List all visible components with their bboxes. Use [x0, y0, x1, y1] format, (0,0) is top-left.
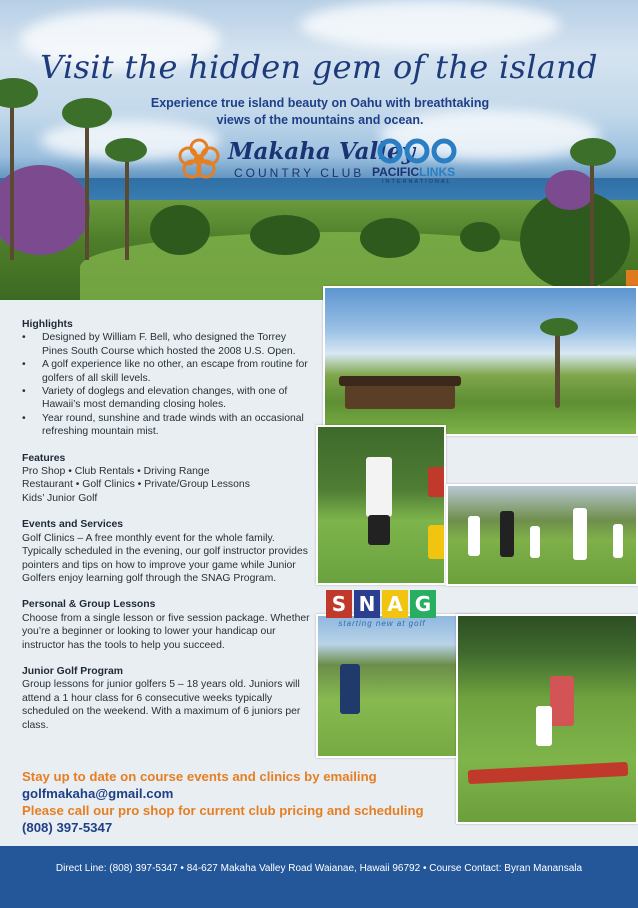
instructor-with-juniors-photo — [456, 614, 638, 824]
subheadline: Experience true island beauty on Oahu with breathtaking views of the mountains and ocean. — [150, 96, 490, 127]
events-heading: Events and Services — [22, 519, 124, 531]
snag-letter-n: N — [358, 592, 376, 616]
clubhouse-photo — [323, 286, 638, 436]
events-body: Golf Clinics – A free monthly event for the whole family. Typically scheduled in the evening, our golf instructor provides pointers and tips on how to improve your game while Junior Golfers enjoy learning golf through the SNAG Program. — [22, 532, 308, 584]
list-item: • Year round, sunshine and trade winds with an occasional refreshing mountain mist. — [22, 412, 312, 439]
pacific-links-name-b: LINKS — [419, 165, 456, 179]
body-content — [22, 318, 312, 745]
call-to-action — [22, 768, 442, 836]
linked-rings-icon — [376, 137, 458, 165]
features-line: Restaurant • Golf Clinics • Private/Group Lessons — [22, 479, 250, 491]
hibiscus-flower-icon — [178, 138, 220, 180]
snag-letter-a: A — [387, 592, 403, 616]
phone-link[interactable]: (808) 397-5347 — [22, 820, 113, 835]
list-item: • A golf experience like no other, an escape from routine for golfers of all skill levels. — [22, 358, 312, 385]
list-item: • Variety of doglegs and elevation changes, with one of Hawaii’s most demanding closing holes. — [22, 385, 312, 412]
highlights-section — [22, 318, 312, 439]
snag-tagline: starting new at golf — [338, 619, 426, 628]
pacific-links-name-a: PACIFIC — [372, 165, 420, 179]
features-section — [22, 452, 312, 506]
snag-letter-s: S — [331, 592, 347, 616]
junior-section — [22, 665, 312, 732]
features-line: Pro Shop • Club Rentals • Driving Range — [22, 466, 210, 478]
snag-logo — [326, 590, 438, 630]
snag-letter-g: G — [414, 592, 432, 616]
lessons-section — [22, 598, 312, 652]
cta-line: Stay up to date on course events and clinics by emailing — [22, 769, 377, 784]
snag-letters — [326, 590, 438, 618]
email-link[interactable]: golfmakaha@gmail.com — [22, 786, 174, 801]
highlights-list — [22, 331, 312, 438]
cta-line: Please call our pro shop for current club pricing and scheduling — [22, 803, 424, 818]
lessons-body: Choose from a single lesson or five session package. Whether you’re a beginner or looking to lower your handicap our instructor has the tools to help you succeed. — [22, 612, 310, 651]
footer-contact: Direct Line: (808) 397-5347 • 84-627 Makaha Valley Road Waianae, Hawaii 96792 • Course Contact: Byran Manansala — [55, 863, 583, 874]
junior-heading: Junior Golf Program — [22, 665, 124, 677]
pacific-links-logo — [372, 137, 462, 187]
footer-bar — [0, 846, 638, 908]
headline: Visit the hidden gem of the island — [40, 48, 598, 86]
events-section — [22, 518, 312, 585]
group-lesson-photo — [446, 484, 638, 586]
highlights-heading: Highlights — [22, 319, 73, 330]
makaha-logo-sub: COUNTRY CLUB — [234, 166, 365, 180]
features-heading: Features — [22, 452, 66, 464]
makaha-logo-name: Makaha Valley — [228, 138, 415, 165]
features-line: Kids’ Junior Golf — [22, 492, 98, 504]
lessons-heading: Personal & Group Lessons — [22, 599, 156, 611]
list-item: • Designed by William F. Bell, who designed the Torrey Pines South Course which hosted the 2008 U.S. Open. — [22, 331, 312, 358]
junior-golfer-putting-photo — [316, 425, 446, 585]
pacific-links-name — [372, 165, 455, 179]
pacific-links-sub: INTERNATIONAL — [382, 179, 452, 185]
junior-body: Group lessons for junior golfers 5 – 18 years old. Juniors will attend a 1 hour class for 6 consecutive weeks typically scheduled on the weekend. With a maximum of 6 juniors per class. — [22, 679, 301, 731]
